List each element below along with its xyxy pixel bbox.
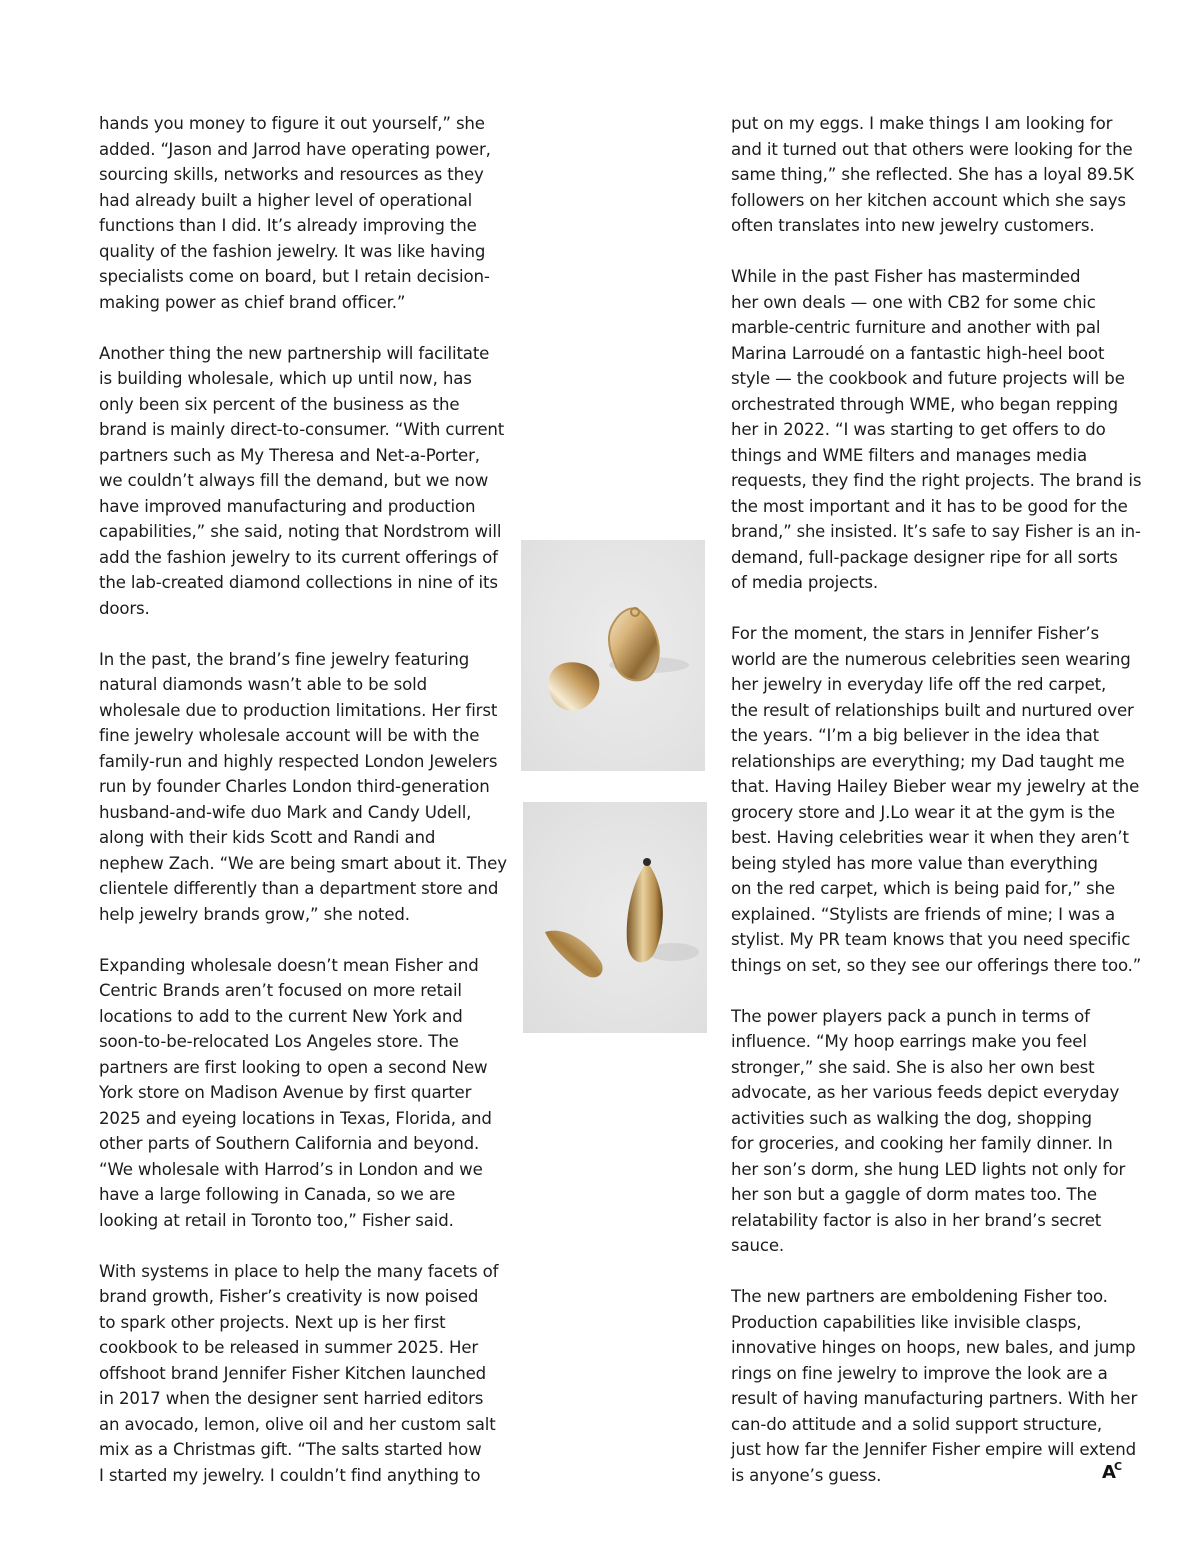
paragraph-line: While in the past Fisher has masterminded: [731, 267, 1081, 286]
publication-logo: [1102, 1462, 1128, 1484]
paragraph-line: things on set, so they see our offerings there too.”: [731, 955, 1142, 975]
paragraph-line: I started my jewelry. I couldn’t find anything to: [99, 1465, 481, 1485]
paragraph-line: her son’s dorm, she hung LED lights not only for: [731, 1159, 1126, 1179]
paragraph-line: grocery store and J.Lo wear it at the gym is the: [731, 802, 1115, 822]
paragraph-line: along with their kids Scott and Randi and: [99, 828, 436, 847]
article-paragraph: [99, 1259, 504, 1489]
paragraph-line: doors.: [99, 598, 150, 618]
paragraph-line: nephew Zach. “We are being smart about it. They: [99, 853, 507, 873]
paragraph-line: In the past, the brand’s fine jewelry featuring: [99, 649, 470, 669]
paragraph-line: hands you money to figure it out yourself,” she: [99, 114, 485, 133]
gold-leaf-earrings-photo: [523, 802, 707, 1033]
paragraph-line: natural diamonds wasn’t able to be sold: [99, 675, 427, 694]
paragraph-line: Centric Brands aren’t focused on more retail: [99, 981, 462, 1000]
article-paragraph: [99, 111, 504, 315]
paragraph-line: specialists come on board, but I retain decision-: [99, 267, 490, 286]
paragraph-line: her in 2022. “I was starting to get offers to do: [731, 420, 1106, 439]
paragraph-line: family-run and highly respected London Jewelers: [99, 751, 498, 771]
paragraph-line: put on my eggs. I make things I am looking for: [731, 114, 1113, 133]
paragraph-line: have a large following in Canada, so we are: [99, 1185, 456, 1204]
article-paragraph: [731, 264, 1142, 596]
paragraph-line: marble-centric furniture and another with pal: [731, 318, 1101, 337]
paragraph-line: things and WME filters and manages media: [731, 445, 1087, 465]
paragraph-line: For the moment, the stars in Jennifer Fisher’s: [731, 624, 1099, 643]
paragraph-line: making power as chief brand officer.”: [99, 292, 406, 312]
article-paragraph: [731, 1284, 1136, 1488]
paragraph-line: the years. “I’m a big believer in the idea that: [731, 726, 1099, 745]
paragraph-line: on the red carpet, which is being paid for,” she: [731, 879, 1115, 898]
article-paragraph: [99, 647, 507, 928]
paragraph-line: clientele differently than a department store and: [99, 879, 499, 898]
paragraph-line: partners such as My Theresa and Net-a-Porter,: [99, 445, 480, 465]
article-paragraph: [731, 1004, 1136, 1259]
paragraph-line: run by founder Charles London third-generation: [99, 777, 490, 796]
paragraph-line: Marina Larroudé on a fantastic high-heel boot: [731, 343, 1105, 363]
paragraph-line: is building wholesale, which up until now, has: [99, 369, 472, 388]
article-right-column: [731, 111, 1142, 1488]
paragraph-line: looking at retail in Toronto too,” Fisher said.: [99, 1210, 454, 1230]
paragraph-line: to spark other projects. Next up is her first: [99, 1312, 446, 1332]
paragraph-line: relationships are everything; my Dad taught me: [731, 751, 1125, 771]
paragraph-line: locations to add to the current New York and: [99, 1006, 463, 1026]
paragraph-line: explained. “Stylists are friends of mine; I was a: [731, 904, 1116, 924]
paragraph-line: the result of relationships built and nurtured over: [731, 700, 1134, 720]
article-paragraph: [99, 953, 504, 1234]
paragraph-line: just how far the Jennifer Fisher empire will extend: [731, 1440, 1136, 1459]
paragraph-line: advocate, as her various feeds depict everyday: [731, 1083, 1120, 1102]
paragraph-line: orchestrated through WME, who began repping: [731, 394, 1119, 414]
paragraph-line: being styled has more value than everything: [731, 853, 1098, 873]
paragraph-line: an avocado, lemon, olive oil and her custom salt: [99, 1414, 496, 1434]
paragraph-line: With systems in place to help the many facets of: [99, 1261, 499, 1281]
paragraph-line: added. “Jason and Jarrod have operating power,: [99, 139, 491, 159]
paragraph-line: activities such as walking the dog, shopping: [731, 1108, 1092, 1128]
paragraph-line: only been six percent of the business as the: [99, 394, 460, 414]
paragraph-line: the most important and it has to be good for the: [731, 496, 1128, 516]
paragraph-line: quality of the fashion jewelry. It was like having: [99, 241, 486, 261]
paragraph-line: brand growth, Fisher’s creativity is now poised: [99, 1287, 479, 1306]
paragraph-line: followers on her kitchen account which she says: [731, 190, 1126, 210]
paragraph-line: functions than I did. It’s already improving the: [99, 216, 477, 235]
paragraph-line: brand,” she insisted. It’s safe to say Fisher is an in-: [731, 522, 1141, 541]
paragraph-line: Another thing the new partnership will facilitate: [99, 343, 490, 363]
article-paragraph: [731, 111, 1136, 239]
paragraph-line: her jewelry in everyday life off the red carpet,: [731, 675, 1107, 694]
paragraph-line: relatability factor is also in her brand’s secret: [731, 1210, 1102, 1230]
paragraph-line: help jewelry brands grow,” she noted.: [99, 904, 410, 924]
paragraph-line: is anyone’s guess.: [731, 1465, 882, 1485]
paragraph-line: the lab-created diamond collections in nine of its: [99, 573, 498, 592]
paragraph-line: requests, they find the right projects. The brand is: [731, 471, 1142, 490]
paragraph-line: demand, full-package designer ripe for all sorts: [731, 547, 1118, 567]
paragraph-line: soon-to-be-relocated Los Angeles store. The: [99, 1032, 459, 1051]
paragraph-line: that. Having Hailey Bieber wear my jewelry at the: [731, 777, 1140, 796]
paragraph-line: have improved manufacturing and production: [99, 496, 476, 516]
paragraph-line: her son but a gaggle of dorm mates too. The: [731, 1185, 1097, 1204]
paragraph-line: other parts of Southern California and beyond.: [99, 1134, 480, 1153]
article-left-column: [99, 111, 507, 1488]
paragraph-line: sauce.: [731, 1236, 785, 1255]
gold-petal-earrings-photo: [521, 540, 705, 771]
paragraph-line: result of having manufacturing partners. With her: [731, 1389, 1138, 1408]
paragraph-line: sourcing skills, networks and resources as they: [99, 165, 484, 184]
paragraph-line: York store on Madison Avenue by first quarter: [99, 1083, 472, 1102]
paragraph-line: we couldn’t always fill the demand, but we now: [99, 471, 489, 490]
paragraph-line: 2025 and eyeing locations in Texas, Florida, and: [99, 1108, 492, 1128]
paragraph-line: can-do attitude and a solid support structure,: [731, 1414, 1103, 1434]
paragraph-line: add the fashion jewelry to its current offerings of: [99, 547, 498, 567]
paragraph-line: wholesale due to production limitations. Her first: [99, 700, 498, 720]
paragraph-line: The power players pack a punch in terms of: [731, 1006, 1090, 1026]
paragraph-line: “We wholesale with Harrod’s in London and we: [99, 1159, 483, 1179]
paragraph-line: mix as a Christmas gift. “The salts started how: [99, 1440, 482, 1459]
paragraph-line: same thing,” she reflected. She has a loyal 89.5K: [731, 165, 1134, 184]
article-paragraph: [99, 341, 504, 622]
paragraph-line: innovative hinges on hoops, new bales, and jump: [731, 1338, 1136, 1357]
paragraph-line: best. Having celebrities wear it when they aren’t: [731, 828, 1129, 847]
paragraph-line: world are the numerous celebrities seen wearing: [731, 649, 1131, 669]
paragraph-line: The new partners are emboldening Fisher too.: [731, 1287, 1108, 1306]
paragraph-line: rings on fine jewelry to improve the look are a: [731, 1363, 1108, 1383]
paragraph-line: brand is mainly direct-to-consumer. “With current: [99, 420, 505, 439]
paragraph-line: of media projects.: [731, 573, 879, 592]
paragraph-line: husband-and-wife duo Mark and Candy Udell,: [99, 802, 472, 822]
logo-letter-c: C: [1114, 1460, 1123, 1473]
paragraph-line: capabilities,” she said, noting that Nordstrom will: [99, 522, 502, 541]
paragraph-line: Production capabilities like invisible clasps,: [731, 1312, 1082, 1332]
paragraph-line: stylist. My PR team knows that you need specific: [731, 930, 1131, 949]
paragraph-line: partners are first looking to open a second New: [99, 1057, 488, 1077]
paragraph-line: Expanding wholesale doesn’t mean Fisher and: [99, 955, 479, 975]
article-paragraph: [731, 621, 1142, 978]
paragraph-line: and it turned out that others were looking for the: [731, 139, 1133, 159]
paragraph-line: offshoot brand Jennifer Fisher Kitchen launched: [99, 1363, 487, 1383]
paragraph-line: in 2017 when the designer sent harried editors: [99, 1389, 484, 1408]
paragraph-line: style — the cookbook and future projects will be: [731, 369, 1125, 388]
paragraph-line: had already built a higher level of operational: [99, 190, 473, 210]
paragraph-line: stronger,” she said. She is also her own best: [731, 1057, 1095, 1077]
paragraph-line: her own deals — one with CB2 for some chic: [731, 292, 1096, 312]
paragraph-line: fine jewelry wholesale account will be with the: [99, 726, 480, 745]
paragraph-line: cookbook to be released in summer 2025. Her: [99, 1338, 479, 1357]
logo-letter-a: A: [1102, 1462, 1116, 1483]
paragraph-line: often translates into new jewelry customers.: [731, 216, 1095, 235]
paragraph-line: for groceries, and cooking her family dinner. In: [731, 1134, 1113, 1153]
paragraph-line: influence. “My hoop earrings make you feel: [731, 1032, 1087, 1051]
